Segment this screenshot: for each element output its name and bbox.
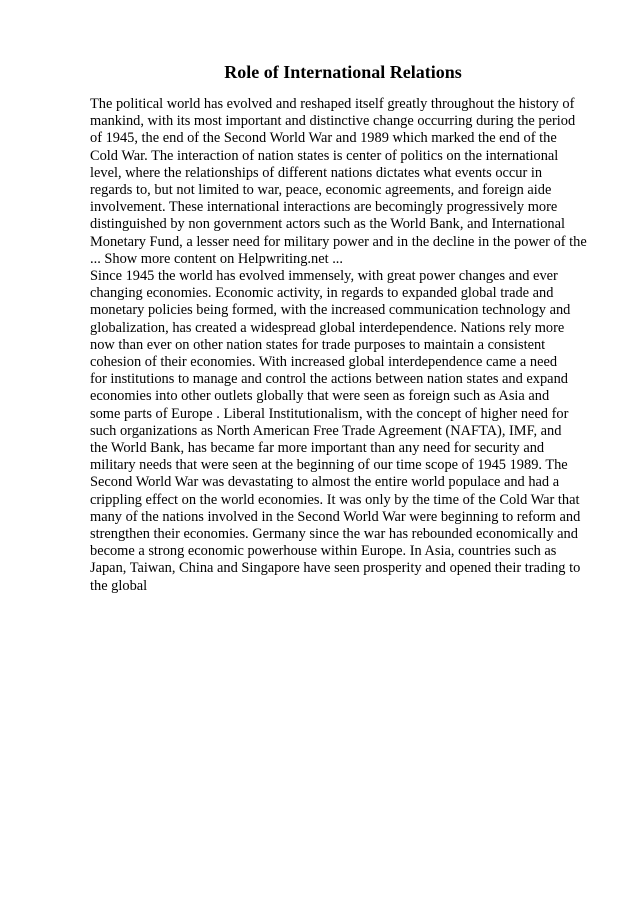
body-line: Monetary Fund, a lesser need for military power and in the decline in the power of the	[90, 233, 587, 250]
document-body	[90, 96, 600, 595]
body-line: The political world has evolved and reshaped itself greatly throughout the history of	[90, 96, 575, 112]
document-title: Role of International Relations	[224, 62, 462, 82]
body-line: level, where the relationships of different nations dictates what events occur in	[90, 164, 543, 181]
body-line: distinguished by non government actors such as the World Bank, and International	[90, 216, 565, 233]
show-more-link[interactable]: ... Show more content on Helpwriting.net ...	[90, 250, 343, 267]
body-line: mankind, with its most important and distinctive change occurring during the period	[90, 113, 576, 130]
body-line: for institutions to manage and control the actions between nation states and expand	[90, 371, 568, 388]
body-line: such organizations as North American Free Trade Agreement (NAFTA), IMF, and	[90, 422, 562, 439]
body-line: Since 1945 the world has evolved immensely, with great power changes and ever	[90, 268, 558, 285]
body-line: many of the nations involved in the Second World War were beginning to reform and	[90, 508, 581, 525]
body-line: changing economies. Economic activity, in regards to expanded global trade and	[90, 285, 554, 302]
body-line: regards to, but not limited to war, peace, economic agreements, and foreign aide	[90, 182, 552, 199]
body-line: globalization, has created a widespread global interdependence. Nations rely more	[90, 319, 565, 336]
body-line: economies into other outlets globally that were seen as foreign such as Asia and	[90, 388, 550, 405]
body-line: become a strong economic powerhouse within Europe. In Asia, countries such as	[90, 543, 557, 560]
body-line: Cold War. The interaction of nation states is center of politics on the international	[90, 147, 559, 164]
body-line: Second World War was devastating to almost the entire world populace and had a	[90, 474, 560, 491]
body-line: now than ever on other nation states for trade purposes to maintain a consistent	[90, 336, 546, 353]
body-line: military needs that were seen at the beginning of our time scope of 1945 1989. The	[90, 457, 568, 474]
body-line: involvement. These international interactions are becomingly progressively more	[90, 199, 558, 216]
body-line: crippling effect on the world economies. It was only by the time of the Cold War that	[90, 491, 580, 508]
body-line: of 1945, the end of the Second World War and 1989 which marked the end of the	[90, 130, 557, 147]
body-line: the global	[90, 577, 148, 594]
body-line: monetary policies being formed, with the increased communication technology and	[90, 302, 571, 319]
body-line: strengthen their economies. Germany since the war has rebounded economically and	[90, 526, 578, 543]
body-line: some parts of Europe . Liberal Institutionalism, with the concept of higher need for	[90, 405, 569, 422]
body-line: cohesion of their economies. With increased global interdependence came a need	[90, 354, 558, 371]
body-line: Japan, Taiwan, China and Singapore have seen prosperity and opened their trading to	[90, 560, 581, 577]
body-line: the World Bank, has became far more important than any need for security and	[90, 440, 545, 457]
